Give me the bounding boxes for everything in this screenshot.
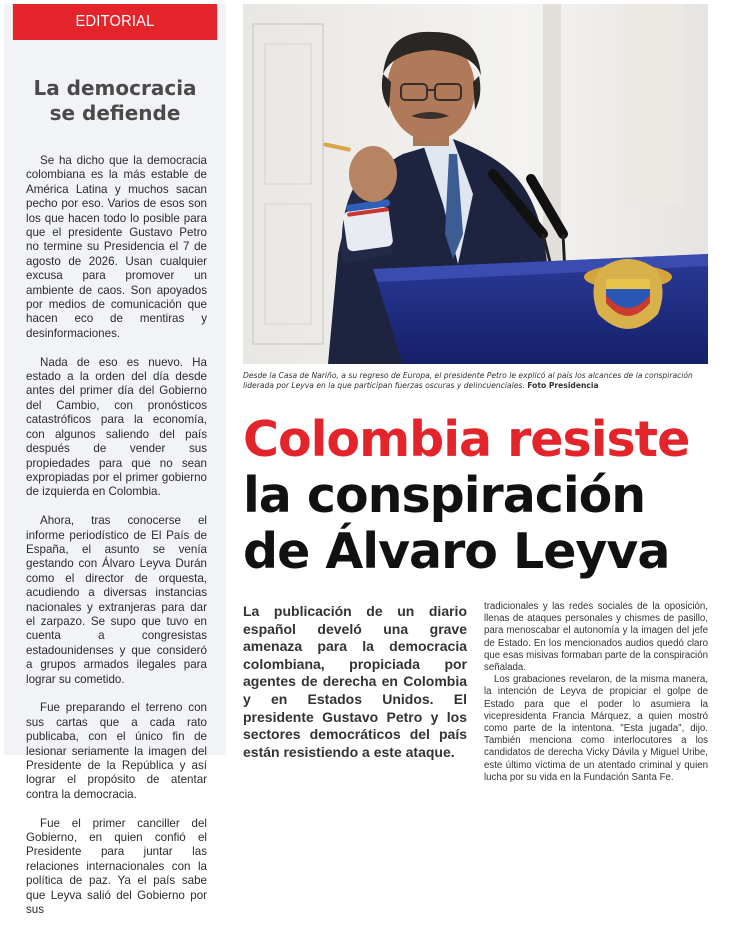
editorial-title-line2: se defiende — [49, 101, 181, 125]
section-label: EDITORIAL — [13, 4, 217, 40]
editorial-title — [4, 76, 226, 126]
main-headline — [243, 412, 743, 580]
headline-line3: de Álvaro Leyva — [243, 523, 670, 580]
headline-line1: Colombia resiste — [243, 411, 690, 468]
photo-caption — [243, 371, 713, 391]
speaker-at-podium-illustration — [243, 4, 708, 364]
lead-paragraph: La publicación de un diario español develó una grave amenaza para la democracia colombiana, propiciada por agentes de derecha en Colombia y en Estados Unidos. El presidente Gustavo Petro y los sectores democráticos del país están resistiendo a este ataque. — [243, 603, 467, 760]
editorial-paragraph: Fue el primer canciller del Gobierno, en quien confió el Presidente para juntar las relaciones internacionales con la política de paz. Ya el país sabe que Leyva salió del Gobierno por sus — [26, 816, 207, 917]
article-paragraph: Los grabaciones revelaron, de la misma manera, la intención de Leyva de propiciar el golpe de Estado para que el poder lo asumiera la vicepresidenta Francia Márquez, a quien mostró como parte de la intentona. "Esta jugada", dijo. También menciona como interlocutores a los candidatos de derecha Vicky Dávila y Miguel Uribe, este último víctima de un atentado criminal y quien lucha por su vida en la Fundación Santa Fe. — [484, 674, 708, 783]
article-paragraph: tradicionales y las redes sociales de la oposición, llenas de ataques personales y chismes de pasillo, para menoscabar el autonomía y la imagen del jefe de Estado. En los mencionados audios quedó claro que esas misivas formaban parte de la conspiración señalada. — [484, 601, 708, 674]
editorial-paragraph: Nada de eso es nuevo. Ha estado a la orden del día desde antes del primer día del Gobierno del Cambio, con pronósticos catastróficos para la economía, con algunos saliendo del país después de vender sus propiedades para que no sean expropiadas por el primer gobierno de izquierda en Colombia. — [26, 355, 207, 499]
photo-credit: Foto Presidencia — [527, 381, 599, 390]
editorial-column — [4, 4, 226, 917]
caption-text: Desde la Casa de Nariño, a su regreso de Europa, el presidente Petro le explicó al país los alcances de la conspiración liderada por Leyva en la que participan fuerzas oscuras y delincuenciales. — [243, 371, 693, 390]
editorial-title-line1: La democracia — [33, 76, 197, 100]
news-photo — [243, 4, 708, 364]
editorial-paragraph: Fue preparando el terreno con sus cartas que a cada rato publicaba, con el único fin de lesionar seriamente la imagen del Presidente de la República y así lograr el propósito de atentar contra la democracia. — [26, 701, 207, 801]
headline-line2: la conspiración — [243, 467, 646, 524]
article-body — [484, 601, 708, 783]
editorial-paragraph: Se ha dicho que la democracia colombiana es la más estable de América Latina y muchos sacan pecho por eso. Varios de esos son los que hacen todo lo posible para que el presidente Gustavo Petro no termine su Presidencia el 7 de agosto de 2026. Usan cualquier excusa para promover un ambiente de caos. Son apoyados por medios de comunicación que hacen eco de mentiras y desinformaciones. — [26, 154, 207, 340]
editorial-body — [26, 154, 207, 932]
editorial-paragraph: Ahora, tras conocerse el informe periodístico de El País de España, el asunto se venía gestando con Álvaro Leyva Durán como el director de orquesta, acudiendo a diversas instancias nacionales y extranjeras para dar el zarpazo. Se supo que tuvo en cuenta a congresistas estadounidenses y que consideró a grupos armados ilegales para lograr su cometido. — [26, 514, 207, 686]
